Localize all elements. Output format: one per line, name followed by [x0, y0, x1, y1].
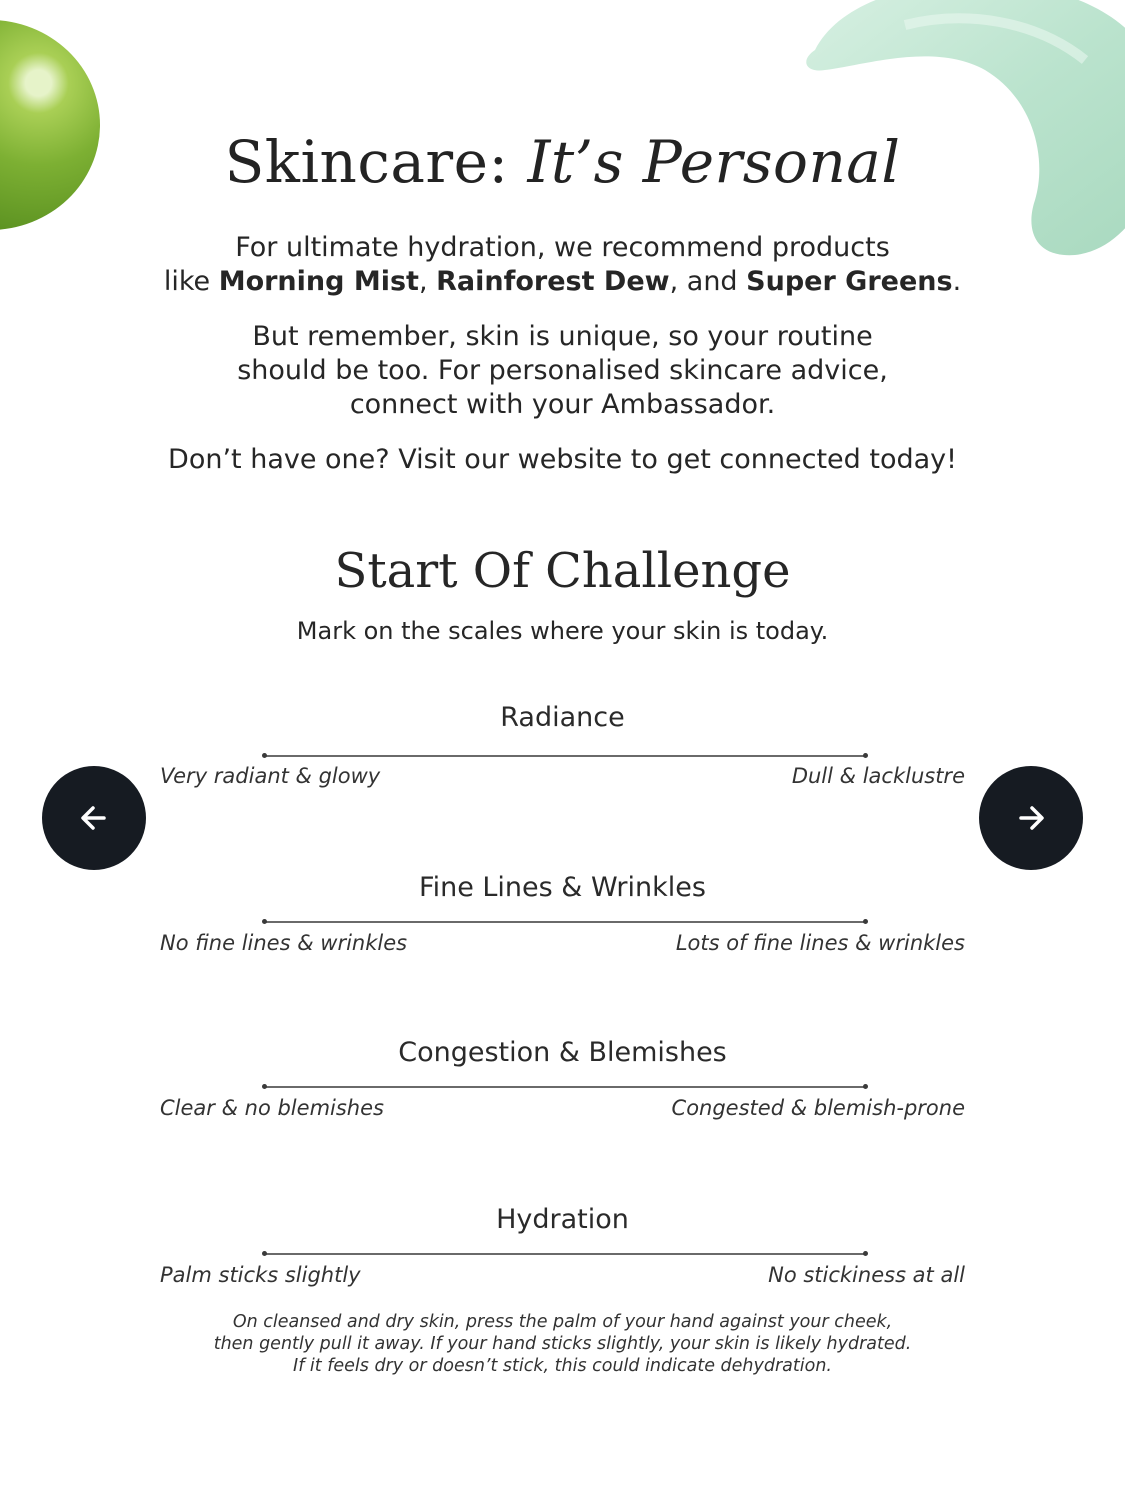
product-super-greens: Super Greens	[746, 266, 953, 297]
scale-track[interactable]	[264, 755, 866, 757]
advice-line-2: should be too. For personalised skincare advice,	[237, 355, 888, 386]
scale-title: Congestion & Blemishes	[398, 1037, 727, 1068]
page-title	[0, 128, 1125, 196]
challenge-title: Start Of Challenge	[334, 543, 791, 599]
previous-button[interactable]	[42, 766, 146, 870]
scale-right-label: No stickiness at all	[768, 1263, 965, 1287]
scale-track[interactable]	[264, 1253, 866, 1255]
scale-left-label: Clear & no blemishes	[160, 1096, 384, 1120]
page-title-italic: It’s Personal	[527, 128, 901, 196]
footnote-line-2: then gently pull it away. If your hand sticks slightly, your skin is likely hydrated.	[213, 1334, 912, 1354]
advice-line-1: But remember, skin is unique, so your routine	[252, 321, 873, 352]
footnote-line-3: If it feels dry or doesn’t stick, this could indicate dehydration.	[293, 1356, 832, 1376]
scale-track[interactable]	[264, 1086, 866, 1088]
footnote-line-1: On cleansed and dry skin, press the palm of your hand against your cheek,	[232, 1312, 893, 1332]
scale-track[interactable]	[264, 921, 866, 923]
arrow-right-icon	[1011, 798, 1051, 838]
hydration-test-instructions	[0, 1311, 1125, 1377]
scale-title: Radiance	[500, 702, 625, 733]
intro-separator-2: , and	[669, 266, 747, 297]
page-title-plain: Skincare:	[224, 128, 528, 196]
scale-left-label: No fine lines & wrinkles	[160, 931, 408, 955]
intro-paragraph	[0, 231, 1125, 299]
green-droplet-decoration	[0, 20, 100, 230]
scale-title: Fine Lines & Wrinkles	[419, 872, 706, 903]
intro-line-2-suffix: .	[952, 266, 962, 297]
advice-paragraph	[0, 320, 1125, 422]
intro-line-2-prefix: like	[163, 266, 219, 297]
scale-left-label: Palm sticks slightly	[160, 1263, 361, 1287]
next-button[interactable]	[979, 766, 1083, 870]
product-rainforest-dew: Rainforest Dew	[436, 266, 670, 297]
arrow-left-icon	[74, 798, 114, 838]
scale-title: Hydration	[496, 1204, 629, 1235]
website-cta: Don’t have one? Visit our website to get connected today!	[168, 444, 957, 475]
intro-line-1: For ultimate hydration, we recommend products	[235, 232, 890, 263]
scale-right-label: Dull & lacklustre	[791, 764, 965, 788]
challenge-subtitle: Mark on the scales where your skin is today.	[296, 617, 829, 645]
intro-separator-1: ,	[418, 266, 437, 297]
product-morning-mist: Morning Mist	[218, 266, 419, 297]
scale-right-label: Lots of fine lines & wrinkles	[675, 931, 965, 955]
advice-line-3: connect with your Ambassador.	[349, 389, 776, 420]
scale-right-label: Congested & blemish-prone	[671, 1096, 965, 1120]
scale-left-label: Very radiant & glowy	[160, 764, 381, 788]
